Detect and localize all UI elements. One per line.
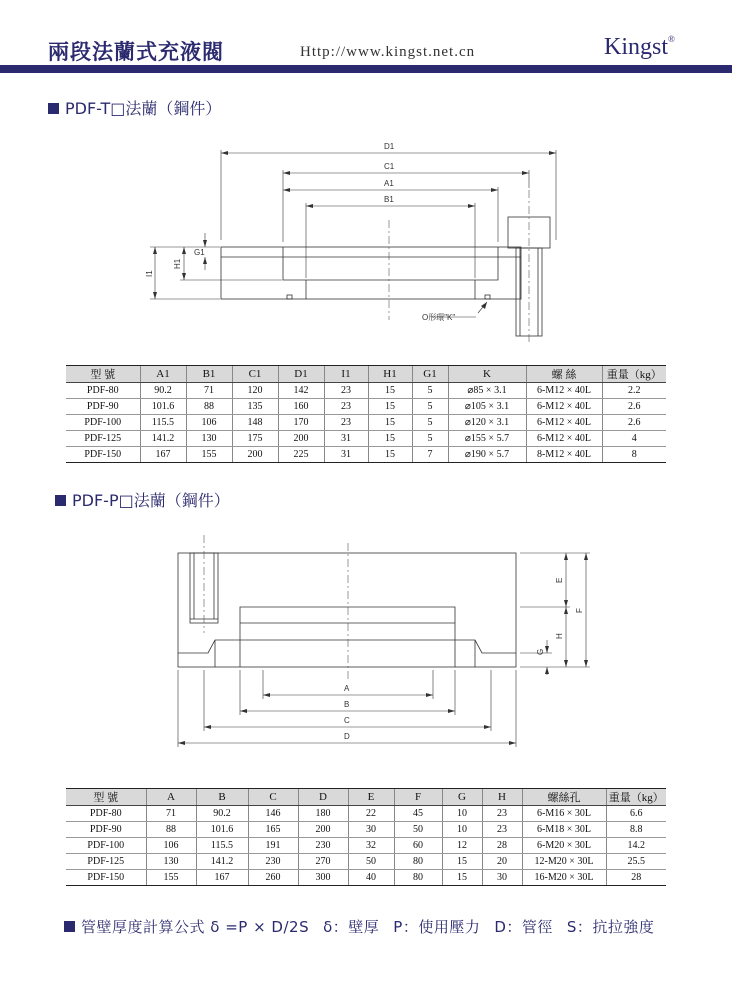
p-chamfer <box>178 640 516 653</box>
column-header: B <box>196 789 248 806</box>
t-oring-right <box>485 295 490 299</box>
table-cell: 5 <box>412 399 448 415</box>
p-boss-outline <box>240 607 455 667</box>
table-cell: 6.6 <box>606 806 666 822</box>
p-label-h: H <box>555 633 564 639</box>
table-row <box>66 806 666 822</box>
formula-term-p: P：使用壓力 <box>393 918 481 936</box>
p-label-e: E <box>555 577 564 583</box>
table-cell: 6-M16 × 30L <box>522 806 606 822</box>
table-cell: 71 <box>186 383 232 399</box>
column-header: H1 <box>368 366 412 383</box>
table-cell: 225 <box>278 447 324 463</box>
table-cell: 23 <box>324 399 368 415</box>
table-cell: 23 <box>324 415 368 431</box>
table-cell: 8-M12 × 40L <box>526 447 602 463</box>
table-cell: 200 <box>232 447 278 463</box>
table-cell: 230 <box>248 854 298 870</box>
table-cell: 12-M20 × 30L <box>522 854 606 870</box>
table-cell: 7 <box>412 447 448 463</box>
table-cell: 60 <box>394 838 442 854</box>
table-cell: 101.6 <box>196 822 248 838</box>
table-cell: ⌀120 × 3.1 <box>448 415 526 431</box>
section-p-title: PDF-P□法蘭（鋼件） <box>55 488 230 511</box>
wall-thickness-formula <box>64 916 654 937</box>
table-cell: 6-M12 × 40L <box>526 399 602 415</box>
table-cell: 31 <box>324 447 368 463</box>
table-cell: 6-M18 × 30L <box>522 822 606 838</box>
table-cell: 180 <box>298 806 348 822</box>
p-label-d: D <box>344 732 350 741</box>
table-cell: 170 <box>278 415 324 431</box>
t-inner-step <box>283 247 498 280</box>
table-cell: ⌀155 × 5.7 <box>448 431 526 447</box>
column-header: C1 <box>232 366 278 383</box>
table-cell: 4 <box>602 431 666 447</box>
table-cell: 2.6 <box>602 399 666 415</box>
table-cell: 200 <box>278 431 324 447</box>
table-cell: 15 <box>368 399 412 415</box>
table-cell: 5 <box>412 383 448 399</box>
table-cell: 146 <box>248 806 298 822</box>
registered-mark: ® <box>668 34 675 44</box>
formula-term-delta: δ：壁厚 <box>323 918 380 936</box>
table-cell: 50 <box>394 822 442 838</box>
column-header: 重量（kg） <box>602 366 666 383</box>
t-label-g1: G1 <box>194 248 205 257</box>
p-label-b: B <box>344 700 350 709</box>
column-header: 型 號 <box>66 789 146 806</box>
table-cell: PDF-80 <box>66 383 140 399</box>
table-row <box>66 447 666 463</box>
table-cell: 45 <box>394 806 442 822</box>
table-cell: 6-M12 × 40L <box>526 383 602 399</box>
table-cell: 15 <box>368 431 412 447</box>
table-cell: 22 <box>348 806 394 822</box>
pdf-t-drawing <box>0 130 732 350</box>
column-header: 螺 絲 <box>526 366 602 383</box>
column-header: H <box>482 789 522 806</box>
column-header: K <box>448 366 526 383</box>
table-cell: PDF-80 <box>66 806 146 822</box>
table-cell: ⌀105 × 3.1 <box>448 399 526 415</box>
p-flange-body <box>178 553 516 667</box>
table-cell: 270 <box>298 854 348 870</box>
column-header: B1 <box>186 366 232 383</box>
formula-lead: 管壁厚度計算公式 δ =P × D/2S <box>81 918 310 936</box>
table-cell: PDF-125 <box>66 431 140 447</box>
table-cell: 23 <box>482 806 522 822</box>
table-row <box>66 870 666 886</box>
column-header: A1 <box>140 366 186 383</box>
table-cell: 80 <box>394 854 442 870</box>
column-header: C <box>248 789 298 806</box>
t-flange-body <box>221 247 521 299</box>
t-label-oring: O形環"K" <box>422 313 456 322</box>
t-oring-left <box>287 295 292 299</box>
table-cell: 23 <box>482 822 522 838</box>
bullet-square-icon <box>55 495 66 506</box>
table-cell: 20 <box>482 854 522 870</box>
table-row <box>66 383 666 399</box>
table-cell: 14.2 <box>606 838 666 854</box>
table-cell: 30 <box>348 822 394 838</box>
section-t-title: PDF-T□法蘭（鋼件） <box>48 96 221 119</box>
table-cell: 31 <box>324 431 368 447</box>
table-cell: ⌀85 × 3.1 <box>448 383 526 399</box>
table-row <box>66 838 666 854</box>
table-cell: 6-M12 × 40L <box>526 431 602 447</box>
table-cell: 10 <box>442 806 482 822</box>
table-cell: PDF-90 <box>66 822 146 838</box>
table-cell: 155 <box>186 447 232 463</box>
table-row <box>66 854 666 870</box>
table-cell: 130 <box>186 431 232 447</box>
column-header: A <box>146 789 196 806</box>
table-cell: 120 <box>232 383 278 399</box>
table-cell: 167 <box>196 870 248 886</box>
table-cell: 15 <box>368 447 412 463</box>
p-label-c: C <box>344 716 350 725</box>
table-cell: 148 <box>232 415 278 431</box>
table-cell: 106 <box>186 415 232 431</box>
table-cell: 25.5 <box>606 854 666 870</box>
p-label-a: A <box>344 684 350 693</box>
table-header-row <box>66 366 666 383</box>
pdf-p-drawing <box>0 525 732 755</box>
page-header <box>0 0 732 72</box>
table-row <box>66 822 666 838</box>
table-cell: 32 <box>348 838 394 854</box>
table-cell: 16-M20 × 30L <box>522 870 606 886</box>
table-cell: 8 <box>602 447 666 463</box>
table-cell: 141.2 <box>140 431 186 447</box>
table-cell: 5 <box>412 431 448 447</box>
bullet-square-icon <box>64 921 75 932</box>
column-header: 重量（kg） <box>606 789 666 806</box>
table-header-row <box>66 789 666 806</box>
table-cell: 200 <box>298 822 348 838</box>
table-cell: 71 <box>146 806 196 822</box>
table-cell: 88 <box>146 822 196 838</box>
table-cell: 90.2 <box>140 383 186 399</box>
table-cell: 15 <box>442 854 482 870</box>
table-cell: 23 <box>324 383 368 399</box>
table-cell: 30 <box>482 870 522 886</box>
table-cell: 142 <box>278 383 324 399</box>
website-url[interactable]: Http://www.kingst.net.cn <box>300 44 476 60</box>
table-cell: PDF-125 <box>66 854 146 870</box>
table-cell: 90.2 <box>196 806 248 822</box>
t-label-a1: A1 <box>384 179 394 188</box>
pdf-p-spec-table <box>66 788 666 886</box>
t-label-b1: B1 <box>384 195 394 204</box>
table-cell: 191 <box>248 838 298 854</box>
table-cell: 2.2 <box>602 383 666 399</box>
brand-logo <box>604 34 675 61</box>
bullet-square-icon <box>48 103 59 114</box>
table-cell: 12 <box>442 838 482 854</box>
table-cell: 167 <box>140 447 186 463</box>
t-label-c1: C1 <box>384 162 395 171</box>
table-cell: 6-M20 × 30L <box>522 838 606 854</box>
table-cell: 115.5 <box>196 838 248 854</box>
table-cell: 165 <box>248 822 298 838</box>
table-cell: 115.5 <box>140 415 186 431</box>
table-cell: ⌀190 × 5.7 <box>448 447 526 463</box>
header-divider-bar <box>0 65 732 73</box>
column-header: 型 號 <box>66 366 140 383</box>
formula-term-d: D：管徑 <box>494 918 553 936</box>
t-label-d1: D1 <box>384 142 395 151</box>
column-header: 螺絲孔 <box>522 789 606 806</box>
table-cell: 15 <box>368 415 412 431</box>
table-cell: PDF-100 <box>66 415 140 431</box>
column-header: E <box>348 789 394 806</box>
table-cell: 101.6 <box>140 399 186 415</box>
table-cell: PDF-150 <box>66 870 146 886</box>
table-cell: 80 <box>394 870 442 886</box>
t-label-i1: I1 <box>145 270 154 277</box>
table-cell: 15 <box>442 870 482 886</box>
column-header: I1 <box>324 366 368 383</box>
table-cell: 160 <box>278 399 324 415</box>
table-cell: 10 <box>442 822 482 838</box>
table-cell: 230 <box>298 838 348 854</box>
table-cell: 175 <box>232 431 278 447</box>
table-cell: 6-M12 × 40L <box>526 415 602 431</box>
table-row <box>66 415 666 431</box>
p-label-f: F <box>575 608 584 613</box>
table-cell: 88 <box>186 399 232 415</box>
table-cell: 106 <box>146 838 196 854</box>
table-cell: 2.6 <box>602 415 666 431</box>
table-cell: 300 <box>298 870 348 886</box>
table-cell: 28 <box>482 838 522 854</box>
table-cell: PDF-150 <box>66 447 140 463</box>
table-row <box>66 431 666 447</box>
product-title: 兩段法蘭式充液閥 <box>48 40 224 64</box>
table-row <box>66 399 666 415</box>
table-cell: PDF-100 <box>66 838 146 854</box>
table-cell: 40 <box>348 870 394 886</box>
table-cell: 135 <box>232 399 278 415</box>
table-cell: 28 <box>606 870 666 886</box>
column-header: G1 <box>412 366 448 383</box>
table-cell: 5 <box>412 415 448 431</box>
table-cell: 15 <box>368 383 412 399</box>
column-header: G <box>442 789 482 806</box>
table-cell: 260 <box>248 870 298 886</box>
formula-term-s: S：抗拉強度 <box>566 918 655 936</box>
table-cell: 141.2 <box>196 854 248 870</box>
table-cell: 155 <box>146 870 196 886</box>
brand-name: Kingst <box>604 34 669 60</box>
column-header: F <box>394 789 442 806</box>
column-header: D1 <box>278 366 324 383</box>
table-cell: 130 <box>146 854 196 870</box>
pdf-t-spec-table <box>66 365 666 463</box>
t-label-h1: H1 <box>173 258 182 269</box>
table-cell: PDF-90 <box>66 399 140 415</box>
column-header: D <box>298 789 348 806</box>
table-cell: 50 <box>348 854 394 870</box>
p-label-g: G <box>536 648 545 655</box>
table-cell: 8.8 <box>606 822 666 838</box>
